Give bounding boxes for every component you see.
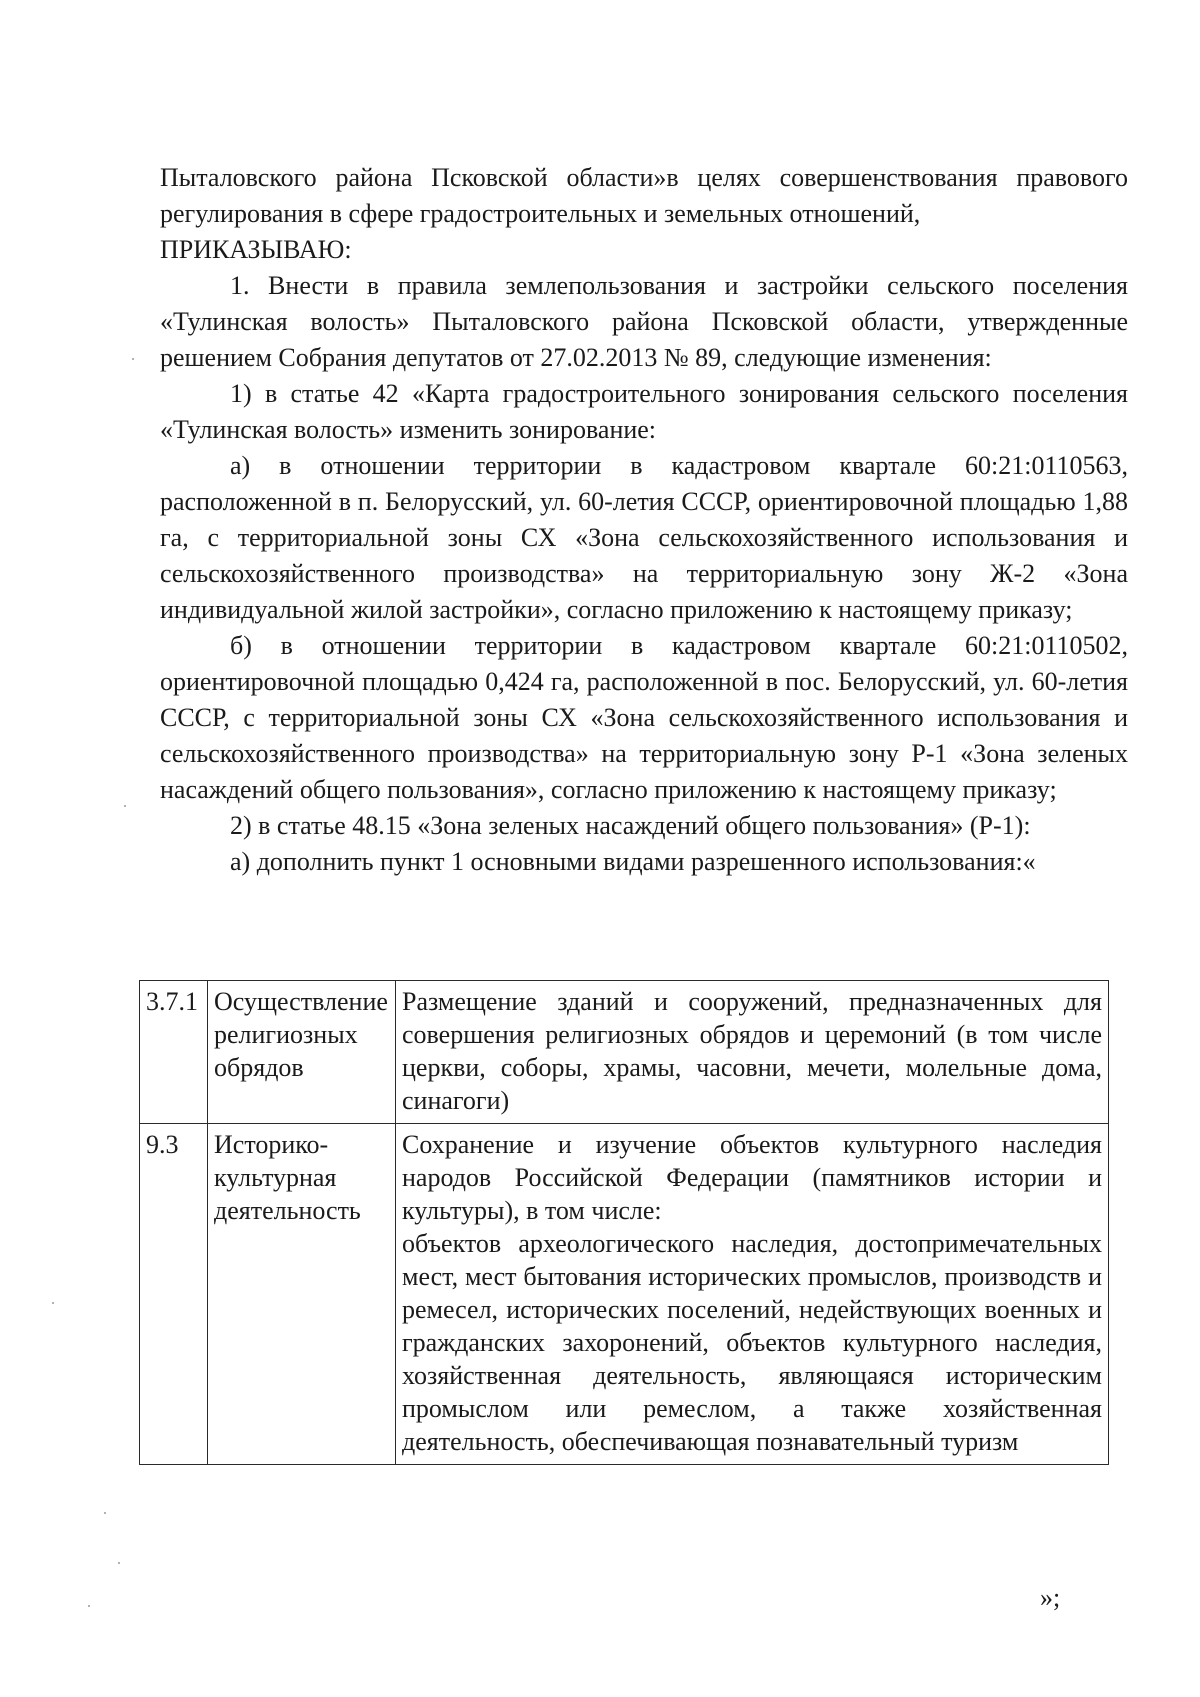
scan-speck (52, 1302, 54, 1304)
subitem-1a-paragraph: а) в отношении территории в кадастровом квартале 60:21:0110563, расположенной в п. Белорусский, ул. 60-летия СССР, ориентировочной площадью 1,88 га, с территориальной зоны СХ «Зона сельскохозяйственного использования и сельскохозяйственного производства» на территориальную зону Ж-2 «Зона индивидуальной жилой застройки», согласно приложению к настоящему приказу; (160, 451, 1128, 624)
scan-speck (132, 358, 134, 360)
subitem-1b-paragraph: б) в отношении территории в кадастровом квартале 60:21:0110502, ориентировочной площадью 0,424 га, расположенной в пос. Белорусский, ул. 60-летия СССР, с территориальной зоны СХ «Зона сельскохозяйственного использования и сельскохозяйственного производства» на территориальную зону Р-1 «Зона зеленых насаждений общего пользования», согласно приложению к настоящему приказу; (160, 631, 1128, 804)
order-word: ПРИКАЗЫВАЮ: (160, 235, 352, 264)
scan-speck (118, 1562, 120, 1564)
document-body (160, 160, 1128, 880)
use-description-text: Размещение зданий и сооружений, предназначенных для совершения религиозных обрядов и церемоний (в том числе церкви, соборы, храмы, часовни, мечети, молельные дома, синагоги) (402, 987, 1102, 1115)
scan-speck (104, 1512, 106, 1514)
use-description-cell (396, 981, 1109, 1124)
use-code-cell: 9.3 (140, 1124, 208, 1465)
subitem-2a-paragraph: а) дополнить пункт 1 основными видами разрешенного использования:« (230, 847, 1036, 876)
item-1-paragraph: 1. Внести в правила землепользования и застройки сельского поселения «Тулинская волость» Пыталовского района Псковской области, утвержденные решением Собрания депутатов от 27.02.2013 № 89, следующие изменения: (160, 271, 1128, 372)
use-name-cell: Историко-культурная деятельность (208, 1124, 396, 1465)
subitem-2-paragraph: 2) в статье 48.15 «Зона зеленых насаждений общего пользования» (Р-1): (230, 811, 1031, 840)
scan-speck (124, 805, 126, 807)
use-description-text: Сохранение и изучение объектов культурного наследия народов Российской Федерации (памятников истории и культуры), в том числе: (402, 1130, 1102, 1225)
table-row (140, 981, 1109, 1124)
permitted-use-table (139, 980, 1109, 1465)
table-row (140, 1124, 1109, 1465)
closing-quote: »; (1040, 1583, 1061, 1612)
use-code-cell: 3.7.1 (140, 981, 208, 1124)
intro-paragraph: Пыталовского района Псковской области»в целях совершенствования правового регулирования в сфере градостроительных и земельных отношений, (160, 163, 1128, 228)
subitem-1-paragraph: 1) в статье 42 «Карта градостроительного зонирования сельского поселения «Тулинская волость» изменить зонирование: (160, 379, 1128, 444)
use-description-text: объектов археологического наследия, достопримечательных мест, мест бытования исторических промыслов, производств и ремесел, исторических поселений, недействующих военных и гражданских захоронений, объектов культурного наследия, хозяйственная деятельность, являющаяся историческим промыслом или ремеслом, а также хозяйственная деятельность, обеспечивающая познавательный туризм (402, 1229, 1102, 1456)
use-description-cell (396, 1124, 1109, 1465)
use-name-cell: Осуществление религиозных обрядов (208, 981, 396, 1124)
scan-speck (88, 1605, 90, 1607)
